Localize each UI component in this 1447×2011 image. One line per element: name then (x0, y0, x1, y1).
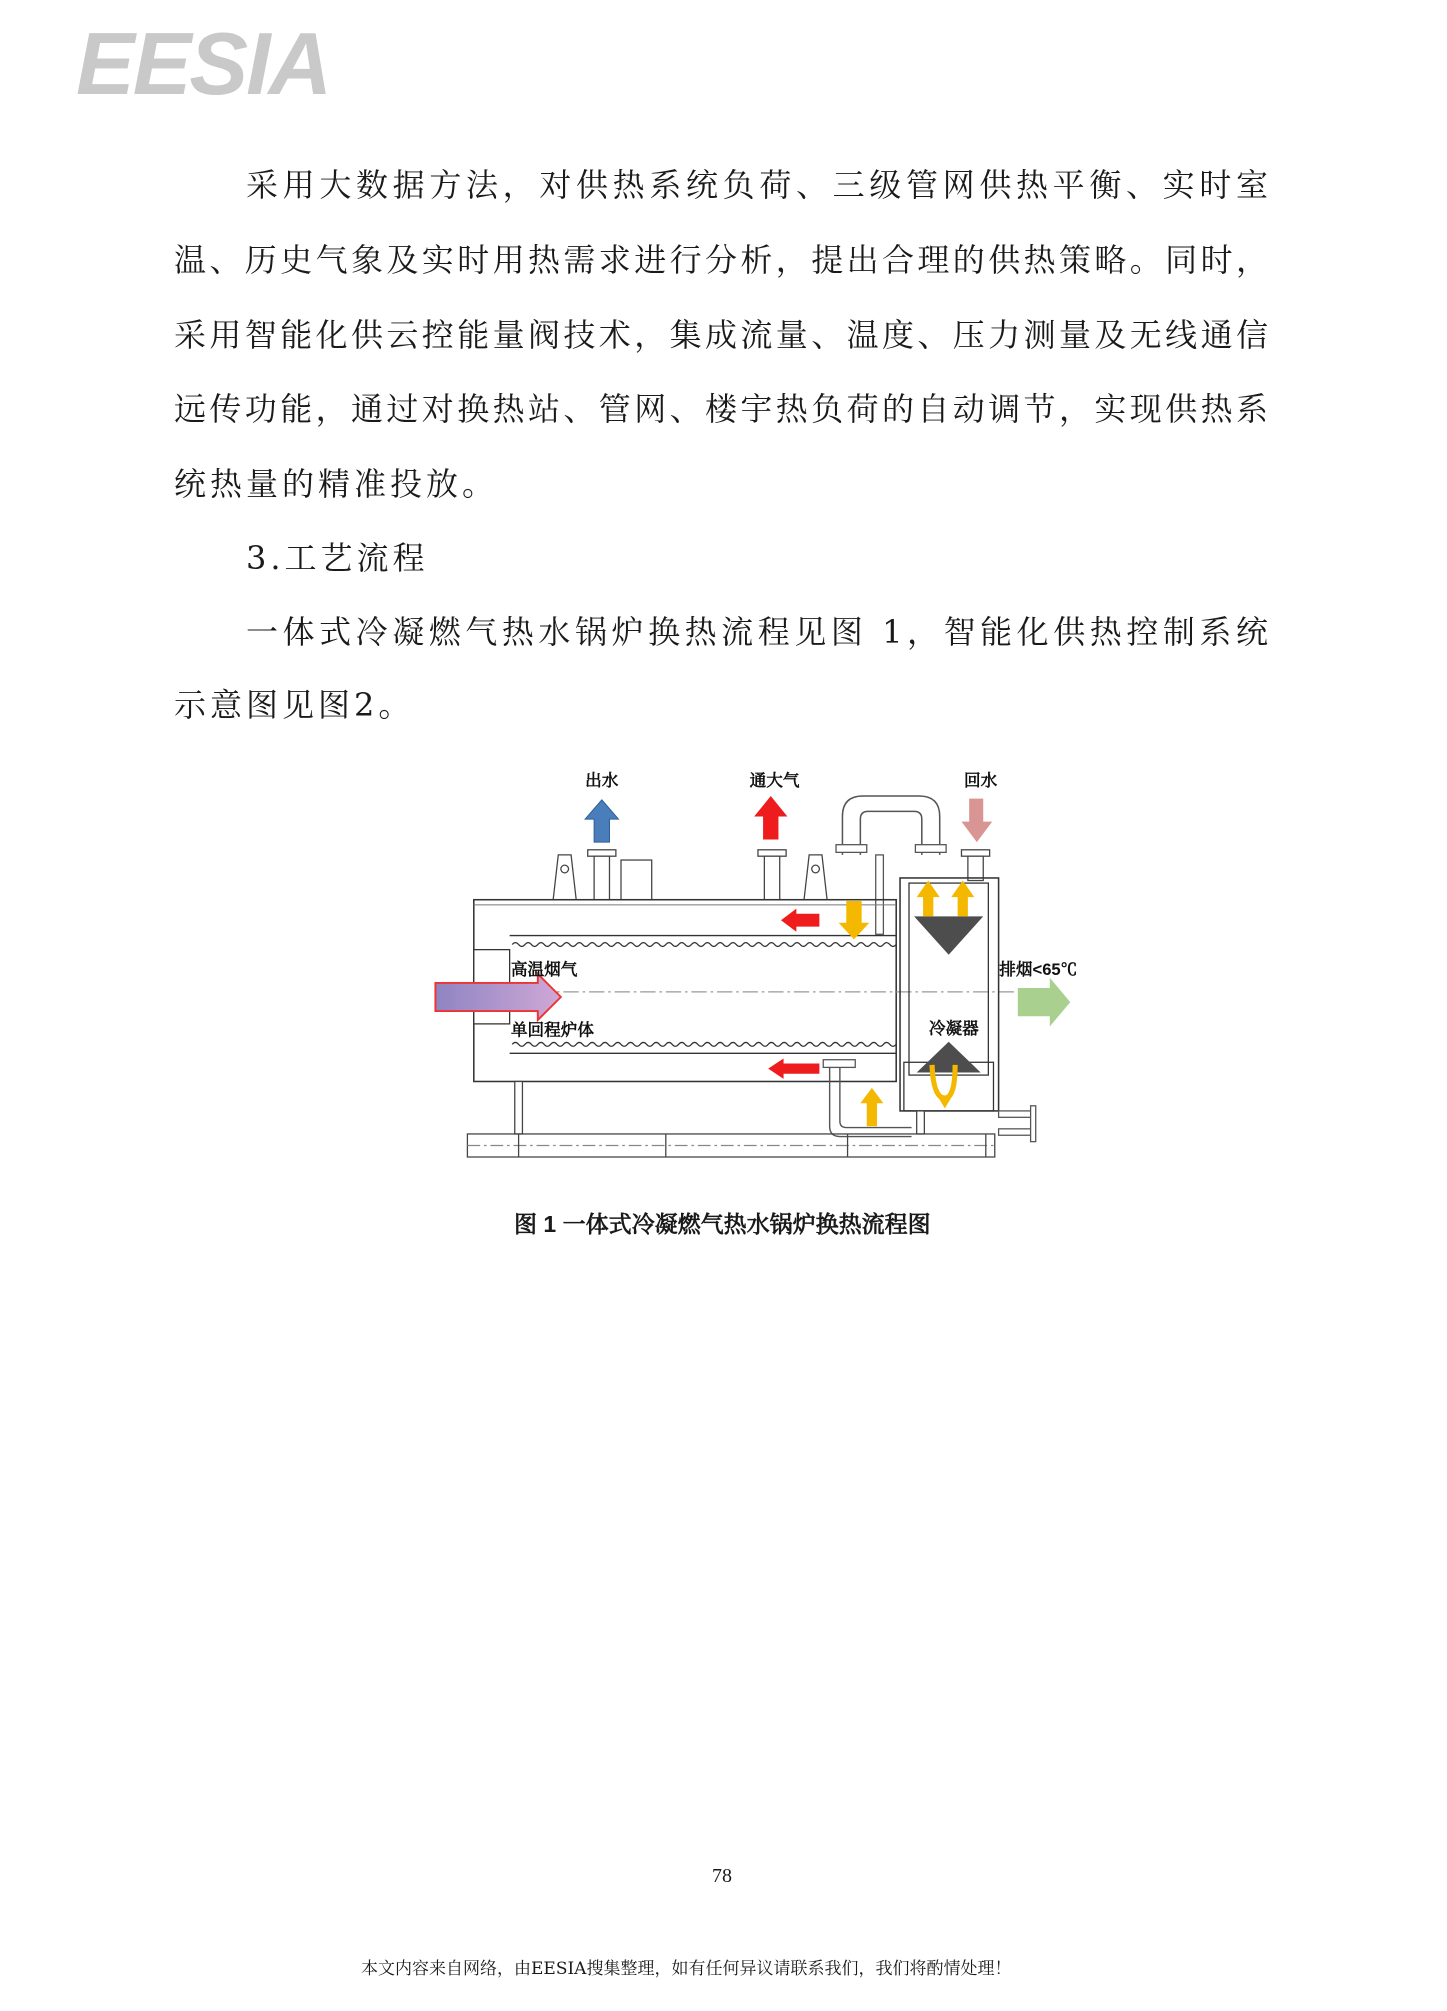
flue-flow-arrow-upper (781, 909, 819, 932)
hot-gas-label: 高温烟气 (510, 960, 578, 980)
drain-pipe-lower (999, 1129, 1035, 1135)
condenser-fins-bottom (917, 1042, 981, 1073)
outlet-nozzle-flange (588, 850, 616, 856)
bottom-pipe-flange (823, 1060, 855, 1068)
support-leg-rear (917, 1111, 925, 1134)
drain-pipe-upper (999, 1111, 1035, 1117)
furnace-label: 单回程炉体 (510, 1020, 595, 1040)
bottom-water-arrow-up (860, 1088, 883, 1126)
condenser-water-arrow-right (951, 881, 974, 917)
footer-notice: 本文内容来自网络，由EESIA搜集整理，如有任何异议请联系我们，我们将酌情处理！ (361, 1959, 1012, 1979)
lifting-lug-right (804, 855, 827, 900)
condensate-flow-arrowhead (937, 1096, 952, 1109)
return-nozzle-flange (961, 850, 989, 856)
paragraph-line-4: 远传功能，通过对换热站、管网、楼宇热负荷的自动调节，实现供热系 (174, 390, 1270, 428)
exhaust-arrow (1018, 978, 1070, 1027)
condenser-housing (900, 878, 999, 1111)
condenser-fins-top (914, 916, 983, 954)
paragraph-line-8: 示意图见图2。 (174, 686, 415, 724)
vertical-connector-pipe (876, 855, 884, 934)
vent-arrow (754, 796, 787, 840)
flue-flow-arrow-lower (768, 1058, 819, 1078)
support-leg-front (515, 1081, 523, 1133)
junction-box (621, 860, 652, 900)
paragraph-line-2: 温、历史气象及实时用热需求进行分析，提出合理的供热策略。同时， (174, 241, 1270, 279)
eesia-logo: EESIA (76, 14, 331, 113)
figure-caption: 图 1 一体式冷凝燃气热水锅炉换热流程图 (514, 1211, 931, 1237)
outlet-label: 出水 (585, 770, 619, 790)
vent-label: 通大气 (749, 770, 800, 790)
bypass-pipe-inner (860, 811, 921, 855)
water-outlet-arrow (585, 800, 618, 842)
pipe-flange-right (915, 845, 946, 853)
paragraph-line-1: 采用大数据方法，对供热系统负荷、三级管网供热平衡、实时室 (246, 166, 1270, 204)
corrugated-furnace-bottom (512, 1042, 896, 1046)
outlet-nozzle (594, 856, 609, 900)
paragraph-line-7: 一体式冷凝燃气热水锅炉换热流程见图 1，智能化供热控制系统 (246, 613, 1270, 651)
water-flow-arrow-down (839, 901, 870, 939)
vent-nozzle-flange (758, 850, 786, 856)
condenser-water-arrow-left (917, 881, 940, 917)
exhaust-label: 排烟<65℃ (999, 960, 1078, 980)
vent-nozzle (764, 856, 779, 900)
corrugated-furnace-top (512, 943, 896, 947)
lug-hole-right (812, 865, 820, 873)
section-heading: 3.工艺流程 (246, 539, 429, 577)
boiler-flow-diagram (429, 765, 1101, 1165)
paragraph-line-3: 采用智能化供云控能量阀技术，集成流量、温度、压力测量及无线通信 (174, 316, 1270, 354)
return-nozzle (968, 856, 983, 880)
paragraph-line-5: 统热量的精准投放。 (174, 465, 499, 503)
condenser-label: 冷凝器 (928, 1019, 979, 1039)
return-water-arrow (961, 799, 992, 843)
lifting-lug-left (553, 855, 576, 900)
page-number: 78 (712, 1865, 732, 1887)
drain-flange (1031, 1106, 1036, 1142)
pipe-flange-left (836, 845, 867, 853)
return-label: 回水 (964, 770, 998, 790)
lug-hole-left (561, 865, 569, 873)
